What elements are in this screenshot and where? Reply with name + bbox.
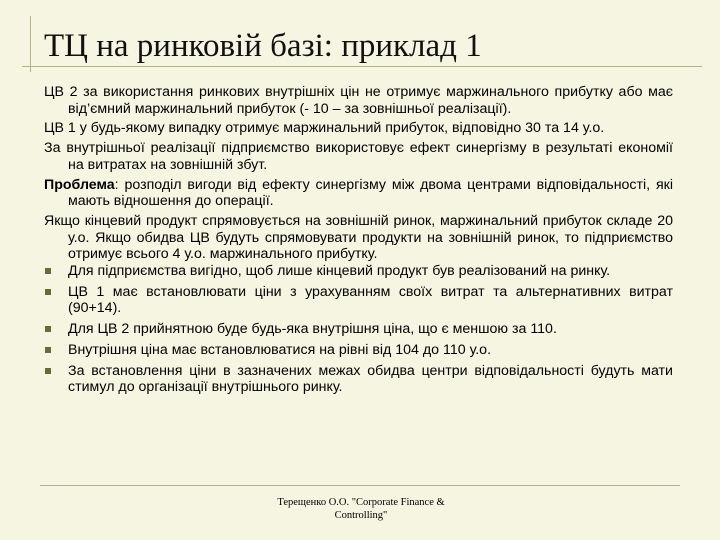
bullet-text: ЦВ 1 має встановлювати ціни з урахуванням своїх витрат та альтернативних витрат (90+14). — [68, 283, 673, 317]
paragraph-synergy: За внутрішньої реалізації підприємство використовує ефект синергізму в результаті економії на витратах на зовнішній збут. — [44, 140, 673, 173]
title-horizontal-rule — [22, 66, 702, 67]
bullet-item — [44, 284, 673, 317]
paragraph-problem — [44, 177, 673, 210]
square-bullet-icon — [45, 289, 51, 295]
footer-line-2: Controlling" — [334, 509, 388, 521]
paragraph-external-market: Якщо кінцевий продукт спрямовується на зовнішній ринок, маржинальний прибуток складе 20 у.о. Якщо обидва ЦВ будуть спрямовувати продукти на зовнішній ринок, то підприємство отримує всього 4 у.о. маржинального прибутку. — [44, 212, 673, 263]
bullet-item — [44, 342, 673, 359]
bullet-text: Для ЦВ 2 прийнятною буде будь-яка внутрішня ціна, що є меншою за 110. — [68, 321, 557, 338]
problem-text: : розподіл вигоди від ефекту синергізму між двома центрами відповідальності, які мають відношення до операції. — [68, 176, 673, 210]
square-bullet-icon — [45, 326, 51, 332]
slide-title: ТЦ на ринковій базі: приклад 1 — [44, 28, 482, 64]
bullet-item — [44, 321, 673, 338]
footer-line-1: Терещенко О.О. "Corporate Finance & — [277, 497, 445, 508]
slide-footer — [250, 497, 472, 522]
square-bullet-icon — [45, 268, 51, 274]
slide-content — [44, 84, 673, 400]
square-bullet-icon — [45, 347, 51, 353]
bullet-text: За встановлення ціни в зазначених межах обидва центри відповідальності будуть мати стимул до організації внутрішнього ринку. — [68, 362, 673, 396]
bullet-item — [44, 363, 673, 396]
paragraph-cv2: ЦВ 2 за використання ринкових внутрішніх цін не отримує маржинального прибутку або має від’ємний маржинальний прибуток (- 10 – за зовнішньої реалізації). — [44, 84, 673, 117]
title-vertical-rule — [30, 16, 31, 72]
bullet-item — [44, 263, 673, 280]
footer-rule — [40, 485, 680, 486]
problem-label: Проблема — [44, 176, 115, 193]
paragraph-cv1: ЦВ 1 у будь-якому випадку отримує маржинальний прибуток, відповідно 30 та 14 у.о. — [44, 120, 605, 137]
bullet-text: Для підприємства вигідно, щоб лише кінцевий продукт був реалізований на ринку. — [68, 263, 611, 280]
bullet-text: Внутрішня ціна має встановлюватися на рівні від 104 до 110 у.о. — [68, 341, 492, 358]
square-bullet-icon — [45, 368, 51, 374]
